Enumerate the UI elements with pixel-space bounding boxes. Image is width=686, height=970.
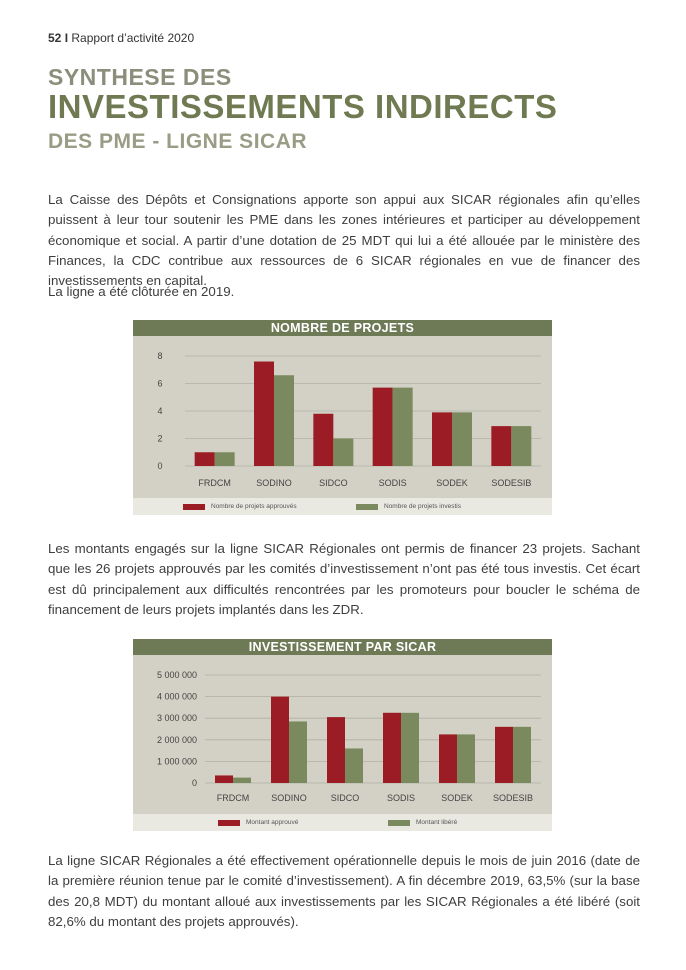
bar-frdcm-series-1 — [195, 452, 215, 466]
chart-legend — [133, 814, 552, 831]
final-paragraph: La ligne SICAR Régionales a été effectivement opérationnelle depuis le mois de juin 2016 (date de la première réunion tenue par le comité d’investissement). A fin décembre 2019, 63,5% (sur la base des 20,8 MDT) du montant alloué aux investissements par les SICAR Régionales a été libéré (soit 82,6% du montant des projets approuvés). — [48, 853, 640, 929]
x-tick-label: FRDCM — [216, 793, 250, 803]
y-tick-label: 4 — [157, 406, 163, 416]
y-tick-label: 2 — [157, 433, 163, 444]
legend-label: Montant approuvé — [246, 819, 299, 826]
y-tick-label: 2 000 000 — [156, 734, 197, 745]
legend-swatch — [356, 504, 378, 510]
x-tick-label: SODINO — [256, 478, 292, 488]
closed-paragraph: La ligne a été clôturée en 2019. — [48, 284, 235, 299]
bar-sodek-series-2 — [457, 734, 475, 783]
bar-sidco-series-1 — [313, 414, 333, 466]
chart-title: INVESTISSEMENT PAR SICAR — [133, 639, 552, 655]
bar-sodis-series-2 — [401, 713, 419, 783]
header-separator: I — [64, 31, 69, 45]
bar-frdcm-series-2 — [233, 778, 251, 783]
bar-sidco-series-1 — [327, 717, 345, 783]
chart-title: NOMBRE DE PROJETS — [133, 320, 552, 336]
investment-chart — [133, 639, 552, 831]
bar-sodesib-series-2 — [513, 727, 531, 783]
bar-sodesib-series-2 — [511, 426, 531, 466]
x-tick-label: SIDCO — [330, 793, 360, 803]
bar-sodek-series-1 — [432, 412, 452, 466]
bar-frdcm-series-2 — [215, 452, 235, 466]
x-tick-label: SODINO — [271, 793, 307, 803]
legend-item — [218, 819, 298, 826]
x-tick-label: SODEK — [441, 793, 473, 803]
legend-item — [183, 503, 297, 510]
bar-sodis-series-1 — [373, 388, 393, 466]
bar-sidco-series-2 — [333, 439, 353, 467]
x-tick-label: SODEK — [436, 478, 468, 488]
legend-label: Nombre de projets approuvés — [211, 503, 297, 510]
x-tick-label: SODESIB — [492, 793, 534, 803]
page-header — [48, 31, 194, 45]
y-tick-label: 8 — [157, 351, 163, 361]
x-tick-label: SIDCO — [319, 478, 348, 488]
legend-swatch — [218, 820, 240, 826]
legend-label: Nombre de projets investis — [384, 503, 461, 510]
bar-sodino-series-2 — [289, 721, 307, 783]
x-tick-label: SODIS — [378, 478, 407, 488]
bar-sodis-series-1 — [383, 713, 401, 783]
bar-sodek-series-1 — [439, 734, 457, 783]
bar-sidco-series-2 — [345, 748, 363, 783]
legend-swatch — [388, 820, 410, 826]
page-number: 52 — [48, 31, 62, 45]
bar-sodesib-series-1 — [495, 727, 513, 783]
y-tick-label: 5 000 000 — [156, 670, 197, 680]
investment-chart-plot — [133, 655, 552, 813]
y-tick-label: 6 — [157, 378, 163, 389]
chart-legend — [133, 498, 552, 515]
y-tick-label: 4 000 000 — [156, 691, 197, 702]
y-tick-label: 3 000 000 — [156, 713, 197, 724]
title-line-3: DES PME - LIGNE SICAR — [48, 130, 308, 153]
legend-swatch — [183, 504, 205, 510]
y-tick-label: 0 — [191, 778, 197, 788]
title-line-1: SYNTHESE DES — [48, 64, 232, 90]
legend-item — [388, 819, 457, 826]
title-line-2: INVESTISSEMENTS INDIRECTS — [48, 88, 558, 125]
bar-sodesib-series-1 — [491, 426, 511, 466]
bar-sodino-series-2 — [274, 375, 294, 466]
bar-sodino-series-1 — [271, 697, 289, 783]
bar-sodino-series-1 — [254, 362, 274, 467]
x-tick-label: SODESIB — [491, 478, 532, 488]
intro-paragraph: La Caisse des Dépôts et Consignations apporte son appui aux SICAR régionales afin qu’elles puissent à leur tour soutenir les PME dans les zones intérieures et participer au développement économique et social. A partir d’une dotation de 25 MDT qui lui a été allouée par le ministère des Finances, la CDC contribue aux ressources de 6 SICAR régionales en vue de financer des investissements en capital. — [48, 192, 640, 289]
legend-item — [356, 503, 461, 510]
legend-label: Montant libéré — [416, 819, 458, 826]
projects-chart-plot — [133, 336, 552, 498]
projects-chart — [133, 320, 552, 515]
y-tick-label: 0 — [157, 461, 163, 471]
bar-frdcm-series-1 — [215, 775, 233, 783]
x-tick-label: SODIS — [386, 793, 416, 803]
bar-sodis-series-2 — [393, 388, 413, 466]
bar-sodek-series-2 — [452, 412, 472, 466]
x-tick-label: FRDCM — [198, 478, 231, 488]
report-title: Rapport d’activité 2020 — [71, 31, 195, 45]
y-tick-label: 1 000 000 — [156, 756, 197, 767]
amounts-paragraph: Les montants engagés sur la ligne SICAR Régionales ont permis de financer 23 projets. Sachant que les 26 projets approuvés par les comités d’investissement n’ont pas été tous investis. Cet écart est dû principalement aux difficultés rencontrées par les promoteurs pour boucler le schéma de financement de leurs projets implantés dans les ZDR. — [48, 541, 640, 617]
